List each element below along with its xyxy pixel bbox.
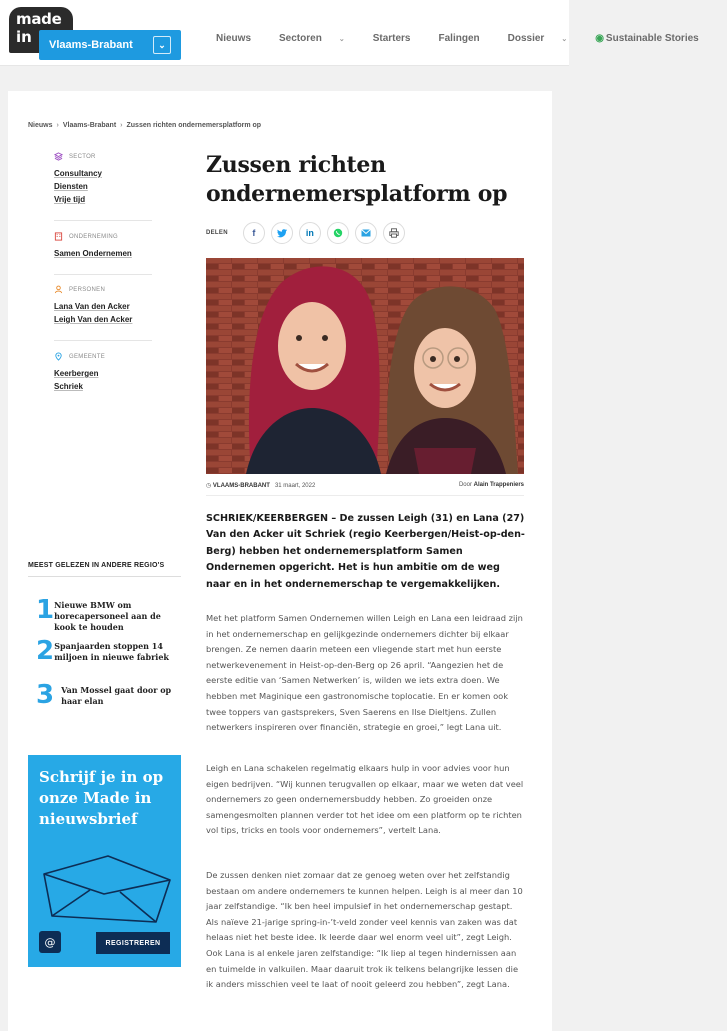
chevron-down-icon: ⌄ [561,36,568,43]
map-pin-icon [54,352,63,361]
nav-label: Starters [372,33,411,44]
nav-label: Dossier [507,33,545,44]
chevron-down-icon: ⌄ [338,36,345,43]
breadcrumb-nieuws[interactable]: Nieuws [28,122,53,129]
share-bar [206,222,411,244]
register-button[interactable]: REGISTREREN [96,932,170,954]
photo-date: 31 maart, 2022 [274,483,316,489]
meta-link-leigh[interactable]: Leigh Van den Acker [54,315,133,324]
breadcrumb-region[interactable]: Vlaams-Brabant [62,122,117,129]
layers-icon [54,152,63,161]
meta-label: SECTOR [69,153,96,160]
meta-label: ONDERNEMING [69,233,118,240]
logo-line1: made [16,10,62,28]
nav-label: Sectoren [279,33,322,44]
main-nav [216,33,727,44]
photo-caption [206,482,524,489]
most-read-number: 2 [36,636,55,666]
envelope-illustration-icon [38,850,178,930]
meta-link-samen-ondernemen[interactable]: Samen Ondernemen [54,249,132,258]
meta-link-keerbergen[interactable]: Keerbergen [54,369,99,378]
article-paragraph: Leigh en Lana schakelen regelmatig elkaars hulp in voor advies voor hun eigen bedrijven. “Wij kunnen terugvallen op elkaar, maar we weten dat veel ondernemers zo geen ondernemersbuddy hebben. Zo groeiden onze samengesmolten plannen verder tot het idee om een platform op te richten vol tips, tricks en tools voor ondernemers”, vertelt Lana. [206,763,524,836]
meta-label: GEMEENTE [69,353,106,360]
meta-onderneming-heading [54,232,152,241]
mail-at-icon: @ [39,931,61,953]
article-photo-illustration [206,258,524,474]
meta-link-diensten[interactable]: Diensten [54,182,88,191]
building-icon [54,232,63,241]
divider [54,274,152,275]
region-select[interactable] [39,30,181,60]
article-lead: SCHRIEK/KEERBERGEN – De zussen Leigh (31) en Lana (27) Van den Acker uit Schriek (regio Keerbergen/Heist-op-den-Berg) hebben het ondernemersplatform Samen Ondernemen opgericht. Het is hun ambitie om de weg naar en in het ondernemerschap te vergemakkelijken. [206,513,525,590]
region-label: Vlaams-Brabant [49,39,133,51]
facebook-icon[interactable]: f [243,222,265,244]
meta-personen [54,285,152,341]
share-label: DELEN [206,230,228,236]
meta-onderneming [54,232,152,275]
email-icon[interactable] [355,222,377,244]
nav-label: Nieuws [216,33,252,44]
breadcrumb [28,122,261,129]
article-card [8,91,552,1031]
chevron-right-icon: › [56,122,59,129]
most-read-number: 3 [36,680,55,710]
print-icon[interactable] [383,222,405,244]
photo-region: VLAAMS-BRABANT [212,483,270,489]
meta-sector-heading [54,152,152,161]
most-read-title: MEEST GELEZEN IN ANDERE REGIO'S [28,562,165,569]
most-read-item[interactable] [28,638,183,664]
whatsapp-icon[interactable] [327,222,349,244]
nav-item-falingen[interactable] [439,33,494,44]
globe-icon: ◉ [595,33,604,44]
divider [28,576,181,577]
most-read-item[interactable] [28,682,183,708]
site-header [0,0,699,66]
meta-gemeente [54,352,105,393]
linkedin-icon[interactable]: in [299,222,321,244]
nav-item-nieuws[interactable] [216,33,265,44]
newsletter-title: Schrijf je in op onze Made in nieuwsbrief [39,768,164,828]
meta-label: PERSONEN [69,286,106,293]
clock-icon: ◷ [206,483,212,489]
divider [206,495,524,496]
photo-credit [459,482,524,489]
newsletter-box [28,755,181,967]
meta-link-schriek[interactable]: Schriek [54,382,83,391]
article-paragraph: Met het platform Samen Ondernemen willen Leigh en Lana een leidraad zijn in het ondernemerschap en gelijkgezinde ondernemers dichter bij elkaar brengen. Ze nemen daarin meteen een vliegende start met hun eerste netwerkevenement in Heist-op-den-Berg op 26 april. “Aangezien het de eerste editie van ‘Samen Netwerken’ is, wilden we iets extra doen. We hebben met Maginique een gastronomische toplocatie. En er komen ook twee toppers van gastsprekers, Sven Saerens en Ilse Dieltjens. Zullen netwerkers inspireren over financiën, strategie en groei,” legt Lana uit. [206,613,523,733]
meta-link-vrije-tijd[interactable]: Vrije tijd [54,195,86,204]
photo-meta [206,482,315,489]
nav-item-starters[interactable] [373,33,425,44]
meta-personen-heading [54,285,152,294]
meta-link-lana[interactable]: Lana Van den Acker [54,302,130,311]
divider [54,340,152,341]
twitter-icon[interactable] [271,222,293,244]
article-paragraph: De zussen denken niet zomaar dat ze genoeg weten over het zelfstandig bestaan om andere ondernemers te kunnen helpen. Leigh is al meer dan 10 jaar zelfstandige. “Ik ben heel impulsief in het ondernemerschap gestapt. Als naïeve 21-jarige spring-in-’t-veld zonder veel kennis van zaken was dat helaas niet het beste idee. Ik leerde daar wel enorm veel uit”, zegt Leigh. Ook Lana is al enkele jaren zelfstandige: “Ik liep al tegen hindernissen aan en tuimelde in valkuilen. Maar daaruit trok ik telkens belangrijke lessen die ik anders misschien veel te laat of nooit geleerd zou hebben”, zegt Lana. [206,870,523,990]
article-photo [206,258,524,474]
most-read-number: 1 [36,595,55,625]
most-read-text: Spanjaarden stoppen 14 miljoen in nieuwe fabriek [54,641,169,662]
nav-label: Sustainable Stories [605,33,699,44]
nav-label: Falingen [438,33,480,44]
divider [54,220,152,221]
person-icon [54,285,63,294]
photo-credit-name: Alain Trappeniers [473,482,524,488]
meta-gemeente-heading [54,352,105,361]
chevron-down-icon: ⌄ [153,36,171,54]
nav-item-sectoren[interactable] [279,33,359,44]
meta-link-consultancy[interactable]: Consultancy [54,169,103,178]
nav-item-sustainable-stories[interactable] [595,33,713,44]
most-read-text: Nieuwe BMW om horecapersoneel aan de kook te houden [54,600,161,632]
chevron-right-icon: › [120,122,123,129]
breadcrumb-current: Zussen richten ondernemersplatform op [126,122,262,129]
most-read-text: Van Mossel gaat door op haar elan [61,685,172,706]
meta-sector [54,152,152,221]
photo-credit-prefix: Door [458,482,472,488]
most-read-item[interactable] [28,597,183,633]
nav-item-dossier[interactable] [508,33,582,44]
article-title: Zussen richten ondernemersplatform op [206,152,508,207]
logo-line2: in [16,28,32,46]
